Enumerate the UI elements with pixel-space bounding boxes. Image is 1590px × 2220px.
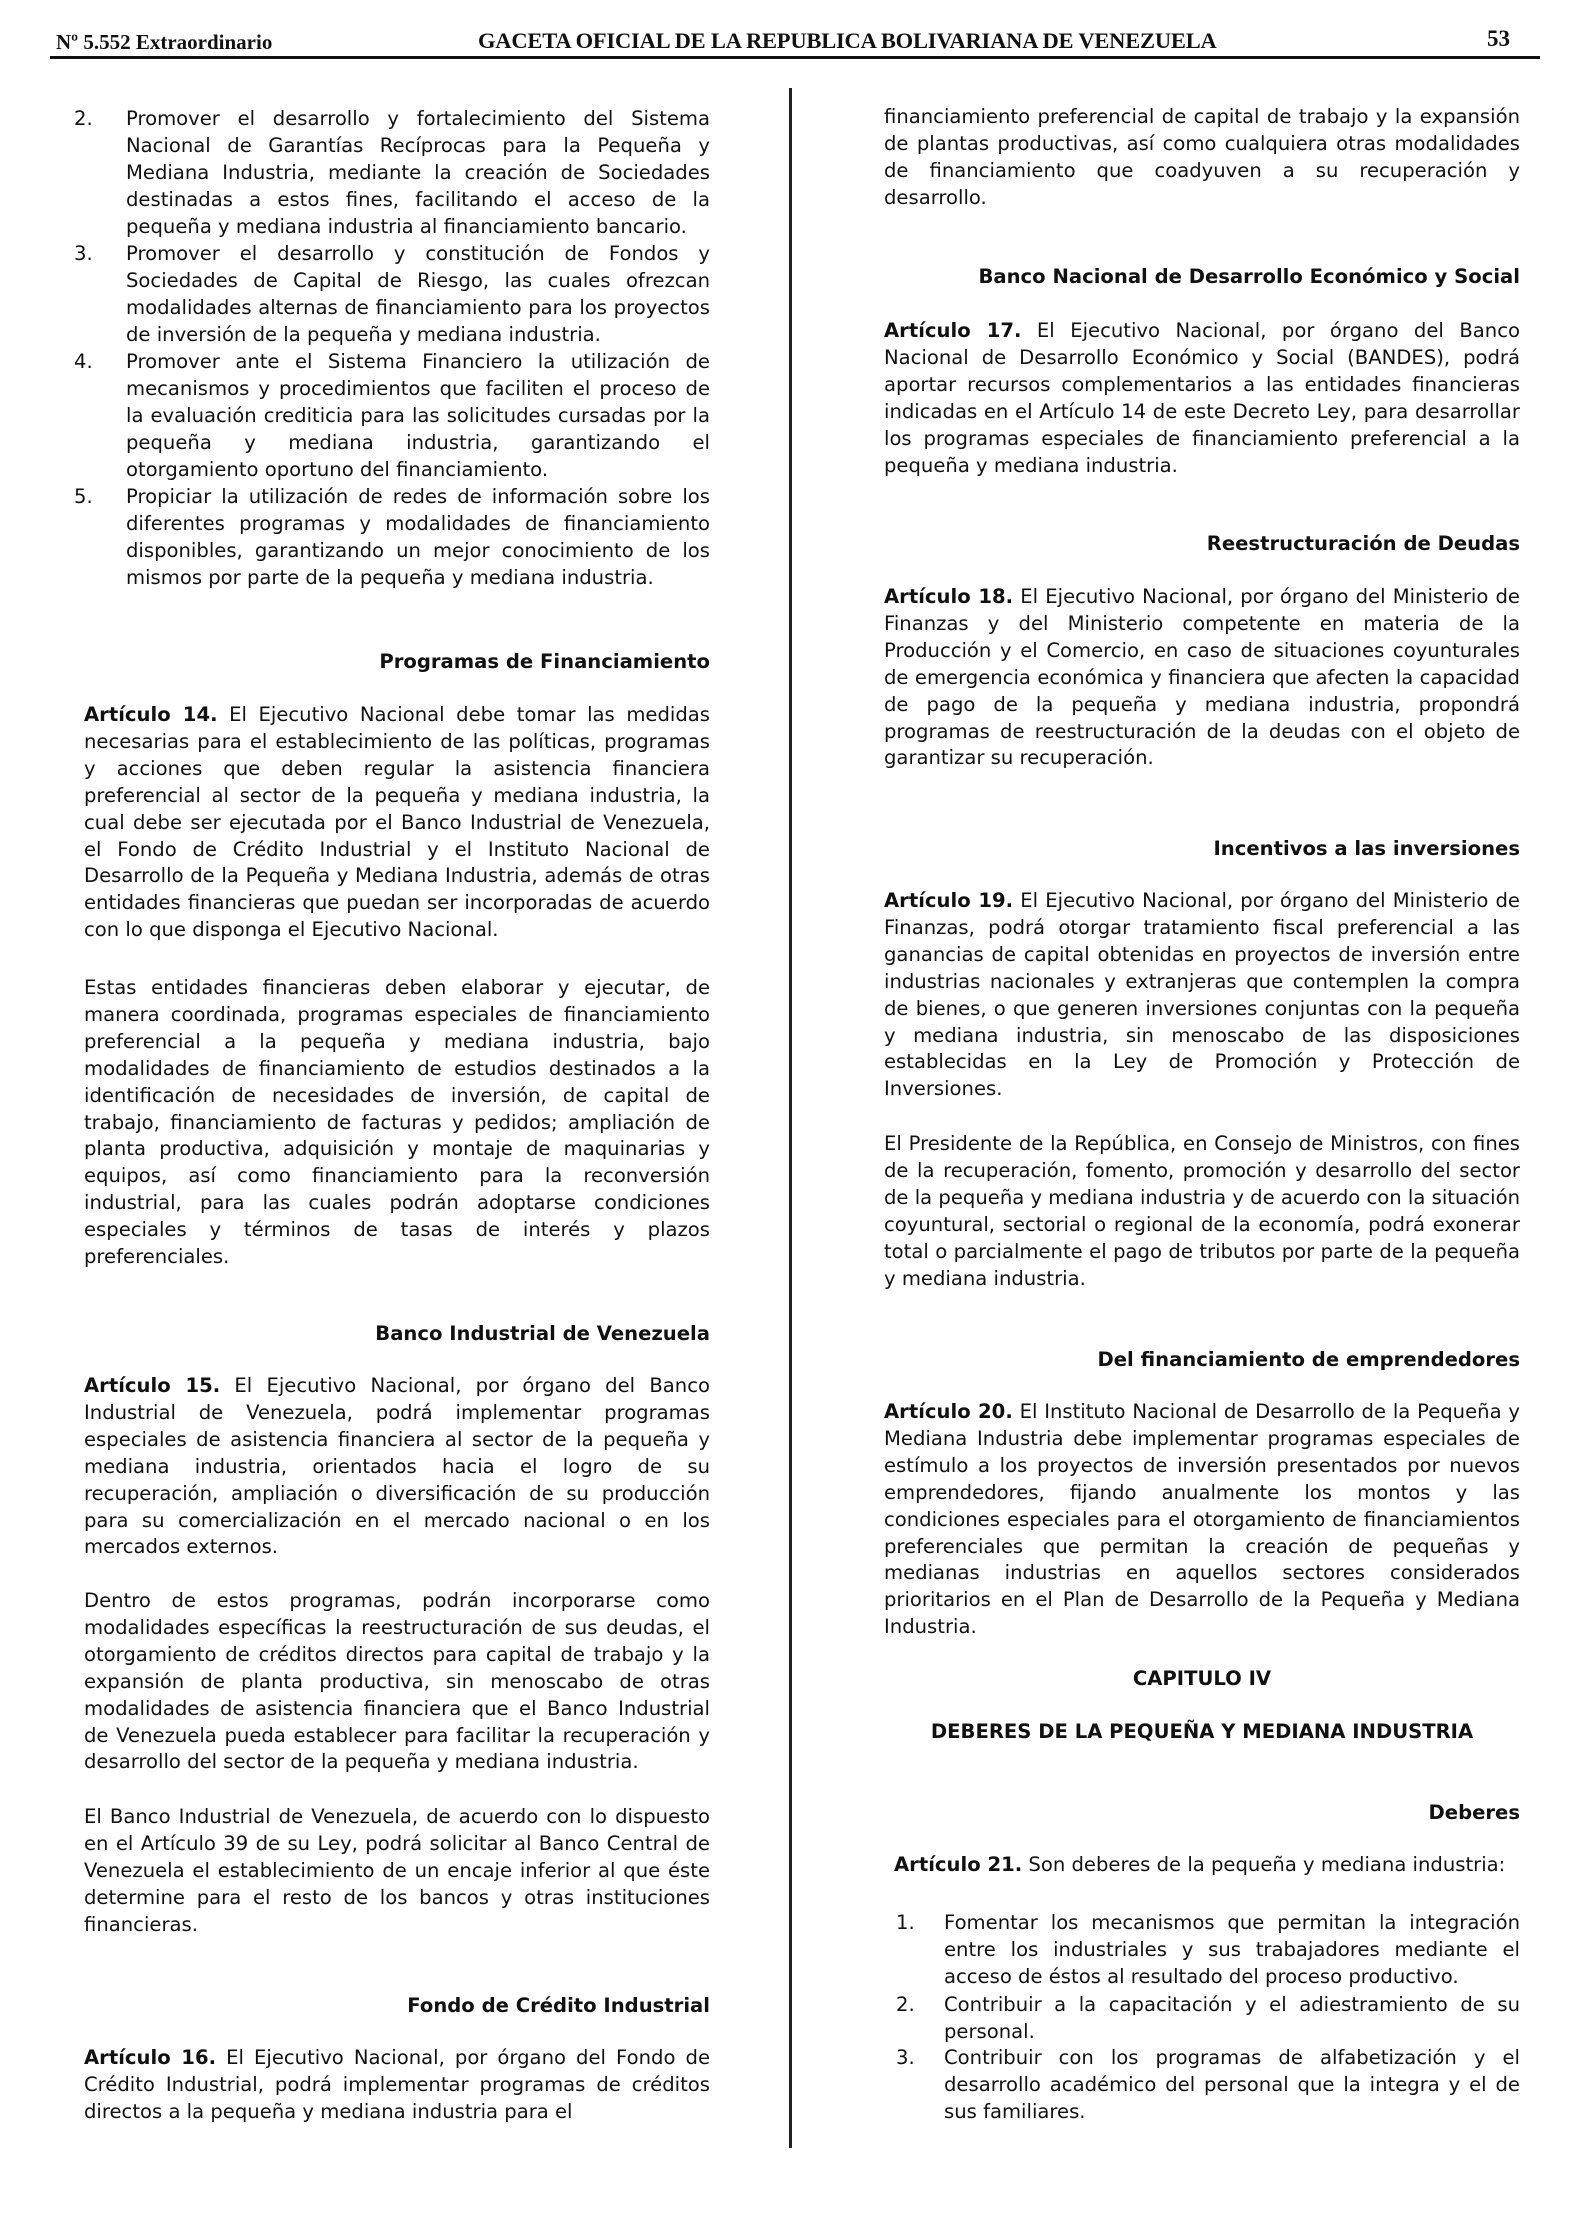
article-18: Artículo 18. El Ejecutivo Nacional, por órgano del Ministerio de Finanzas y del Ministerio competente en materia de la Producción y el Comercio, en caso de situaciones coyunturales de emergencia económica y financiera que afecten la capacidad de pago de la pequeña y mediana industria, propondrá programas de reestructuración de la deudas con el objeto de garantizar su recuperación. [884, 585, 1520, 770]
column-divider [789, 88, 792, 2148]
section-heading: Deberes [1428, 1801, 1520, 1824]
section-heading: Del financiamiento de emprendedores [1097, 1348, 1520, 1371]
chapter-title: DEBERES DE LA PEQUEÑA Y MEDIANA INDUSTRIA [930, 1720, 1474, 1743]
article-14: Artículo 14. El Ejecutivo Nacional debe tomar las medidas necesarias para el establecimiento de las políticas, programas y acciones que deben regular la asistencia financiera preferencial al sector de la pequeña y mediana industria, la cual debe ser ejecutada por el Banco Industrial de Venezuela, el Fondo de Crédito Industrial y el Instituto Nacional de Desarrollo de la Pequeña y Mediana Industria, además de otras entidades financieras que puedan ser incorporadas de acuerdo con lo que disponga el Ejecutivo Nacional. [84, 703, 710, 942]
article-15: Artículo 15. El Ejecutivo Nacional, por órgano del Banco Industrial de Venezuela, podrá implementar programas especiales de asistencia financiera al sector de la pequeña y mediana industria, orientados hacia el logro de su recuperación, ampliación o diversificación de su producción para su comercialización en el mercado nacional o en los mercados externos. [84, 1374, 710, 1559]
paragraph: El Banco Industrial de Venezuela, de acuerdo con lo dispuesto en el Artículo 39 de su Ley, podrá solicitar al Banco Central de Venezuela el establecimiento de un encaje inferior al que éste determine para el resto de los bancos y otras instituciones financieras. [84, 1805, 710, 1936]
section-heading: Fondo de Crédito Industrial [407, 1994, 710, 2017]
section-heading: Incentivos a las inversiones [1213, 837, 1520, 860]
chapter-number: CAPITULO IV [1132, 1667, 1272, 1690]
publication-title: GACETA OFICIAL DE LA REPUBLICA BOLIVARIANA DE VENEZUELA [478, 28, 1217, 53]
list-item: 2. Contribuir a la capacitación y el adiestramiento de su personal. [896, 1993, 1520, 2043]
section-heading: Programas de Financiamiento [379, 650, 710, 673]
section-heading: Banco Nacional de Desarrollo Económico y Social [978, 265, 1520, 288]
article-17: Artículo 17. El Ejecutivo Nacional, por órgano del Banco Nacional de Desarrollo Económico y Social (BANDES), podrá aportar recursos complementarios a las entidades financieras indicadas en el Artículo 14 de este Decreto Ley, para desarrollar los programas especiales de financiamiento preferencial a la pequeña y mediana industria. [884, 319, 1520, 477]
paragraph: financiamiento preferencial de capital de trabajo y la expansión de plantas productivas, así como cualquiera otras modalidades de financiamiento que coadyuven a su recuperación y desarrollo. [884, 105, 1520, 209]
paragraph: Estas entidades financieras deben elaborar y ejecutar, de manera coordinada, programas especiales de financiamiento preferencial a la pequeña y mediana industria, bajo modalidades de financiamiento de estudios destinados a la identificación de necesidades de inversión, de capital de trabajo, financiamiento de facturas y pedidos; ampliación de planta productiva, adquisición y montaje de maquinarias y equipos, así como financiamiento para la reconversión industrial, para las cuales podrán adoptarse condiciones especiales y términos de tasas de interés y plazos preferenciales. [84, 976, 710, 1269]
list-item: 1. Fomentar los mecanismos que permitan la integración entre los industriales y sus trabajadores mediante el acceso de éstos al resultado del proceso productivo. [896, 1911, 1520, 1988]
section-heading: Banco Industrial de Venezuela [375, 1322, 710, 1345]
article-20: Artículo 20. El Instituto Nacional de Desarrollo de la Pequeña y Mediana Industria debe implementar programas especiales de estímulo a los proyectos de inversión presentados por nuevos emprendedores, fijando anualmente los montos y las condiciones especiales para el otorgamiento de financiamientos preferenciales que permitan la creación de pequeñas y medianas industrias en aquellos sectores considerados prioritarios en el Plan de Desarrollo de la Pequeña y Mediana Industria. [884, 1400, 1520, 1639]
article-21: Artículo 21. Son deberes de la pequeña y mediana industria: [894, 1853, 1506, 1876]
list-item: 5. Propiciar la utilización de redes de información sobre los diferentes programas y modalidades de financiamiento disponibles, garantizando un mejor conocimiento de los mismos por parte de la pequeña y mediana industria. [74, 485, 710, 589]
article-19: Artículo 19. El Ejecutivo Nacional, por órgano del Ministerio de Finanzas, podrá otorgar tratamiento fiscal preferencial a las ganancias de capital obtenidas en proyectos de inversión entre industrias nacionales y extranjeras que contemplen la compra de bienes, o que generen inversiones conjuntas con la pequeña y mediana industria, sin menoscabo de las disposiciones establecidas en la Ley de Promoción y Protección de Inversiones. [884, 889, 1520, 1101]
header-rule [50, 56, 1540, 59]
section-heading: Reestructuración de Deudas [1206, 532, 1520, 555]
list-item: 3. Contribuir con los programas de alfabetización y el desarrollo académico del personal que la integra y el de sus familiares. [896, 2046, 1520, 2123]
list-item: 3. Promover el desarrollo y constitución de Fondos y Sociedades de Capital de Riesgo, las cuales ofrezcan modalidades alternas de financiamiento para los proyectos de inversión de la pequeña y mediana industria. [74, 242, 710, 346]
page-number: 53 [1487, 26, 1510, 51]
list-item: 4. Promover ante el Sistema Financiero la utilización de mecanismos y procedimientos que faciliten el proceso de la evaluación crediticia para las solicitudes cursadas por la pequeña y mediana industria, garantizando el otorgamiento oportuno del financiamiento. [74, 350, 710, 481]
paragraph: El Presidente de la República, en Consejo de Ministros, con fines de la recuperación, fomento, promoción y desarrollo del sector de la pequeña y mediana industria y de acuerdo con la situación coyuntural, sectorial o regional de la economía, podrá exonerar total o parcialmente el pago de tributos por parte de la pequeña y mediana industria. [884, 1132, 1520, 1290]
article-16: Artículo 16. El Ejecutivo Nacional, por órgano del Fondo de Crédito Industrial, podrá implementar programas de créditos directos a la pequeña y mediana industria para el [84, 2046, 711, 2123]
paragraph: Dentro de estos programas, podrán incorporarse como modalidades específicas la reestructuración de sus deudas, el otorgamiento de créditos directos para capital de trabajo y la expansión de planta productiva, sin menoscabo de otras modalidades de asistencia financiera que el Banco Industrial de Venezuela pueda establecer para facilitar la recuperación y desarrollo del sector de la pequeña y mediana industria. [84, 1589, 710, 1774]
list-item: 2. Promover el desarrollo y fortalecimiento del Sistema Nacional de Garantías Recíprocas para la Pequeña y Mediana Industria, mediante la creación de Sociedades destinadas a estos fines, facilitando el acceso de la pequeña y mediana industria al financiamiento bancario. [74, 107, 710, 238]
issue-number: Nº 5.552 Extraordinario [56, 30, 273, 54]
page-header [56, 26, 1532, 58]
